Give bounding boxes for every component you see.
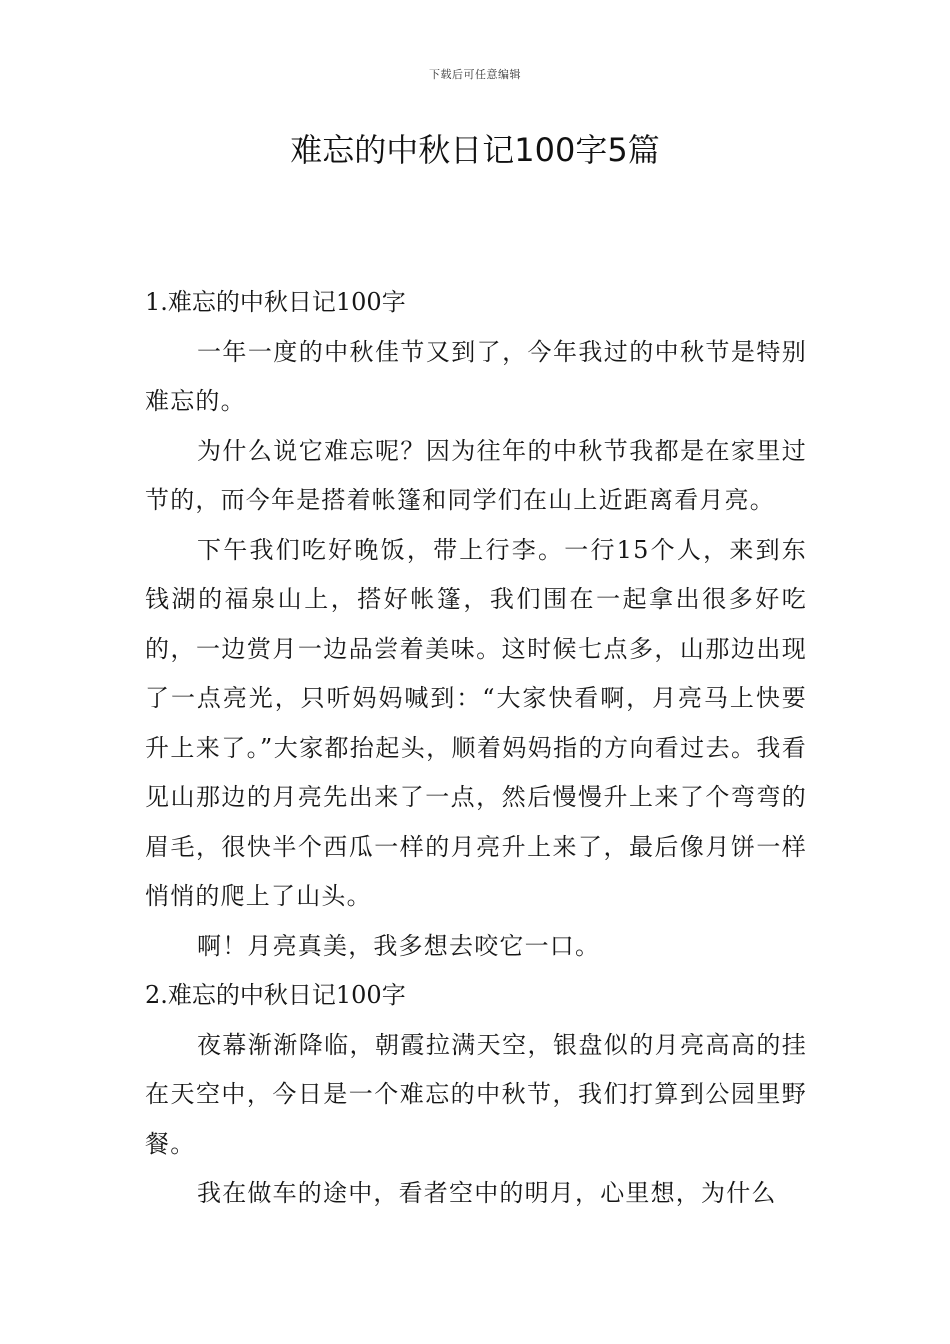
paragraph: 一年一度的中秋佳节又到了，今年我过的中秋节是特别难忘的。 xyxy=(145,337,807,415)
header-note: 下载后可任意编辑 xyxy=(429,68,521,81)
paragraph: 夜幕渐渐降临，朝霞拉满天空，银盘似的月亮高高的挂在天空中，今日是一个难忘的中秋节，我们打算到公园里野餐。 xyxy=(145,1030,807,1158)
document-body xyxy=(145,278,807,1219)
document-title: 难忘的中秋日记100字5篇 xyxy=(290,131,660,169)
paragraph: 下午我们吃好晚饭，带上行李。一行15个人，来到东钱湖的福泉山上，搭好帐篷，我们围在一起拿出很多好吃的，一边赏月一边品尝着美味。这时候七点多，山那边出现了一点亮光，只听妈妈喊到：“大家快看啊，月亮马上快要升上来了。”大家都抬起头，顺着妈妈指的方向看过去。我看见山那边的月亮先出来了一点，然后慢慢升上来了个弯弯的眉毛，很快半个西瓜一样的月亮升上来了，最后像月饼一样悄悄的爬上了山头。 xyxy=(145,535,807,910)
section-heading: 2.难忘的中秋日记100字 xyxy=(145,981,406,1009)
section-heading: 1.难忘的中秋日记100字 xyxy=(145,288,406,316)
paragraph: 啊！月亮真美，我多想去咬它一口。 xyxy=(197,931,601,960)
paragraph: 为什么说它难忘呢？因为往年的中秋节我都是在家里过节的，而今年是搭着帐篷和同学们在山上近距离看月亮。 xyxy=(145,436,807,514)
paragraph: 我在做车的途中，看者空中的明月，心里想，为什么 xyxy=(197,1179,777,1207)
